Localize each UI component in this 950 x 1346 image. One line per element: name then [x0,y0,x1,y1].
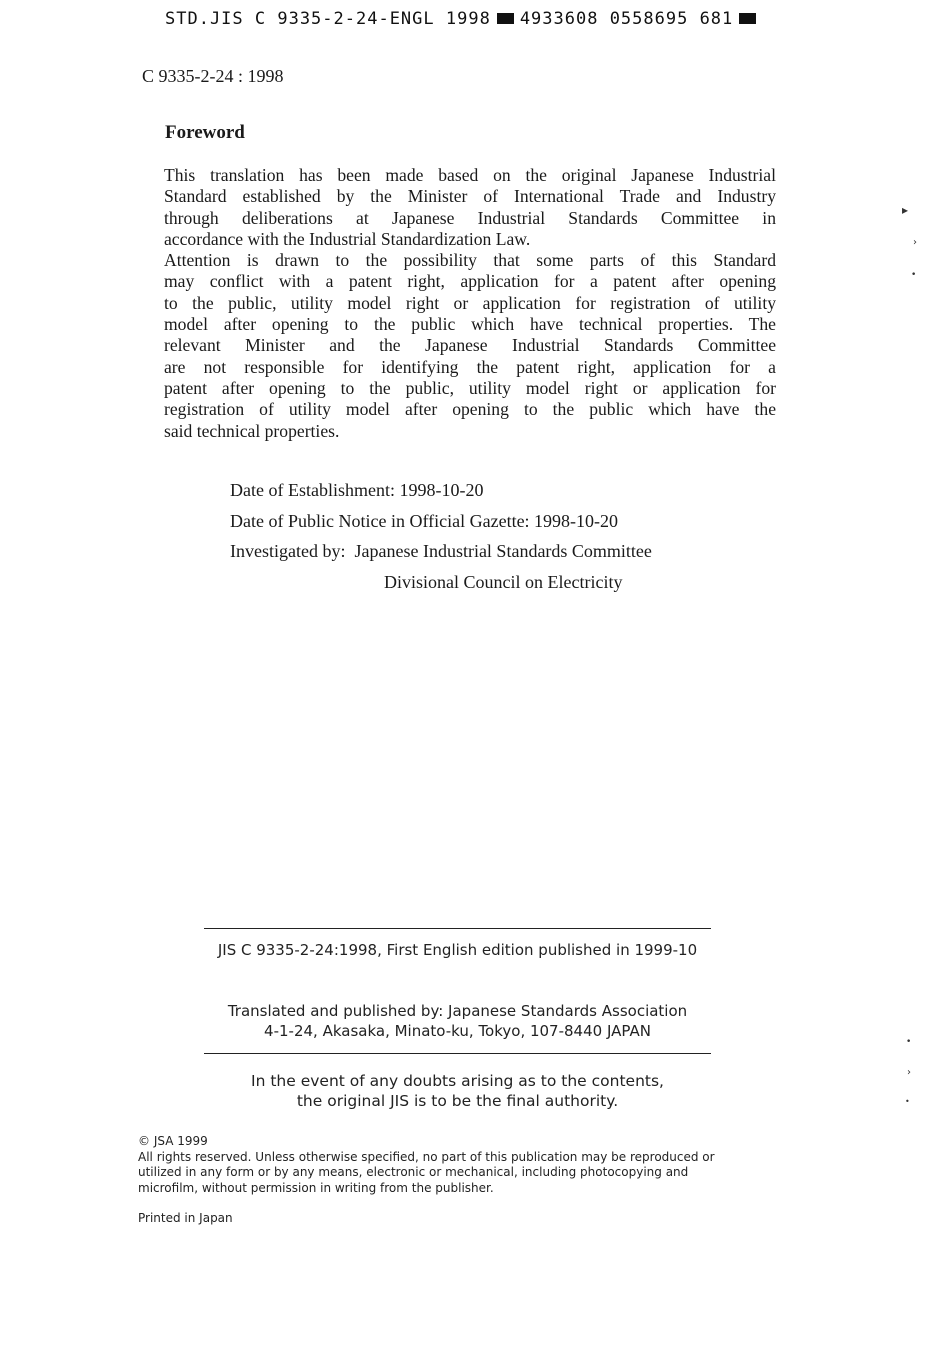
divider-bottom [204,1053,711,1054]
date-of-establishment: Date of Establishment: 1998-10-20 [230,480,484,500]
copyright-block [138,1134,715,1196]
copyright-line: utilized in any form or by any means, electronic or mechanical, including photocopying and [138,1165,689,1179]
divider-top [204,928,711,929]
foreword-line: said technical properties. [164,420,340,441]
header-code-part-1: STD.JIS C 9335-2-24-ENGL 1998 [165,9,491,29]
copyright-mark: © JSA 1999 [138,1134,208,1148]
foreword-line: Attention is drawn to the possibility that some parts of this Standard [164,250,776,271]
edition-statement: JIS C 9335-2-24:1998, First English edition published in 1999-10 [217,941,698,959]
dates-block [230,480,652,602]
foreword-line: registration of utility model after opening to the public which have the [164,399,776,420]
publisher-address: 4-1-24, Akasaka, Minato-ku, Tokyo, 107-8440 JAPAN [264,1022,651,1040]
investigated-by-council: Divisional Council on Electricity [384,571,623,592]
header-code-part-2: 4933608 0558695 681 [519,9,734,29]
authority-line-2: the original JIS is to be the final authority. [296,1092,619,1110]
foreword-line: patent after opening to the public, utility model right or application for [164,377,776,398]
document-number: C 9335-2-24 : 1998 [142,66,284,86]
foreword-title: Foreword [165,122,245,143]
foreword-line: to the public, utility model right or application for registration of utility [164,292,776,313]
publisher-block [204,1001,711,1041]
foreword-line: model after opening to the public which have technical properties. The [164,314,776,335]
foreword-line: accordance with the Industrial Standardization Law. [164,228,531,249]
date-of-public-notice: Date of Public Notice in Official Gazette: 1998-10-20 [230,510,619,531]
foreword-line: are not responsible for identifying the patent right, application for a [164,356,776,377]
foreword-line: may conflict with a patent right, application for a patent after opening [164,271,776,292]
scan-speck: • [905,1097,910,1106]
scan-speck: ▸ [902,203,909,217]
black-block-mark [739,13,756,24]
header-document-code [165,9,762,29]
scan-speck: › [907,1067,911,1078]
investigated-by-committee: Japanese Industrial Standards Committee [354,541,652,561]
foreword-line: This translation has been made based on the original Japanese Industrial [164,165,776,185]
scan-speck: • [906,1037,912,1047]
scan-speck: › [913,237,917,248]
authority-notice [204,1071,711,1111]
foreword-line: through deliberations at Japanese Industrial Standards Committee in [164,207,776,228]
publisher-line: Translated and published by: Japanese Standards Association [227,1002,688,1020]
copyright-line: microfilm, without permission in writing from the publisher. [138,1180,494,1195]
investigated-by-label: Investigated by: [230,541,346,561]
authority-line-1: In the event of any doubts arising as to the contents, [251,1072,664,1090]
copyright-line: All rights reserved. Unless otherwise specified, no part of this publication may be reproduced or [138,1149,715,1164]
scan-speck: • [911,270,917,280]
printed-in: Printed in Japan [138,1211,233,1225]
foreword-line: Standard established by the Minister of International Trade and Industry [164,186,776,207]
foreword-body [164,165,776,442]
black-block-mark [497,13,514,24]
investigated-by [230,541,652,572]
foreword-line: relevant Minister and the Japanese Industrial Standards Committee [164,335,776,356]
